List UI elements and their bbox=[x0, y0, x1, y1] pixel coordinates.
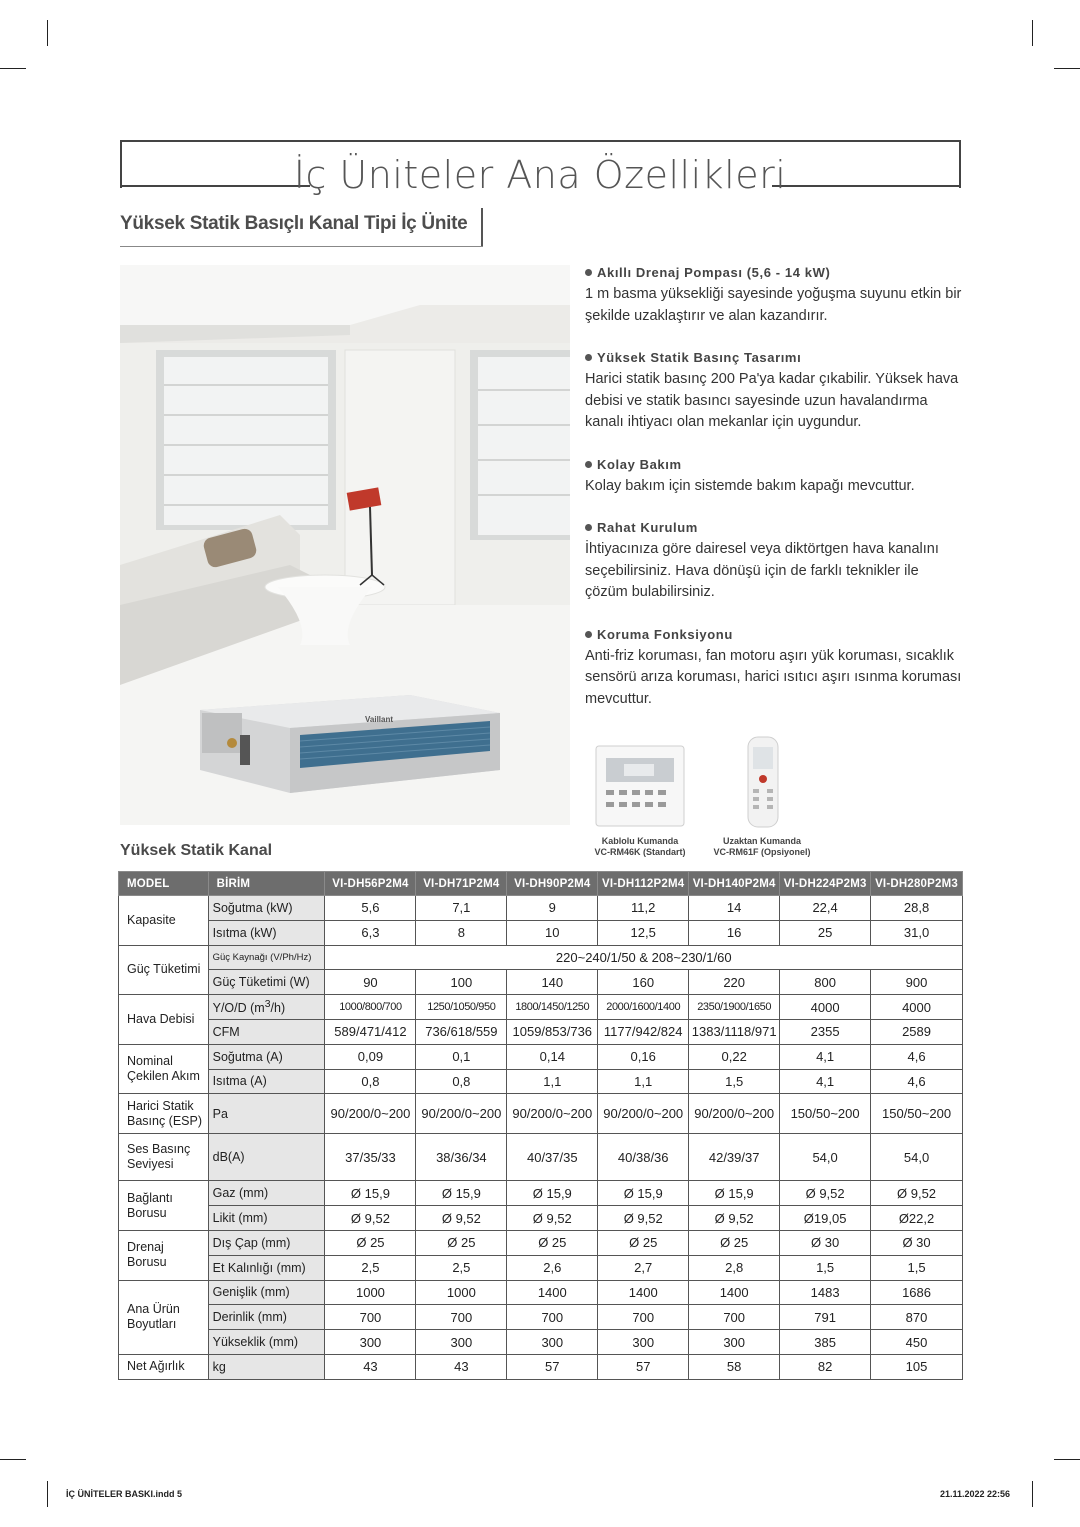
crop-mark bbox=[0, 68, 26, 69]
table-cell: 4,6 bbox=[871, 1044, 963, 1069]
table-cell: 0,22 bbox=[689, 1044, 780, 1069]
bullet-icon bbox=[585, 269, 592, 276]
table-cell: 82 bbox=[780, 1354, 871, 1379]
remote-controller-image bbox=[738, 735, 788, 830]
header-model-name: VI-DH224P2M3 bbox=[780, 872, 871, 896]
table-cell: 0,16 bbox=[598, 1044, 689, 1069]
table-cell: Ø 15,9 bbox=[416, 1181, 507, 1206]
feature-item bbox=[585, 517, 965, 604]
row-group-label: Ana Ürün Boyutları bbox=[119, 1280, 209, 1354]
footer-date: 21.11.2022 22:56 bbox=[940, 1489, 1011, 1499]
header-model-name: VI-DH280P2M3 bbox=[871, 872, 963, 896]
table-cell: 1400 bbox=[689, 1280, 780, 1305]
table-cell: 2,5 bbox=[416, 1255, 507, 1280]
table-cell: 589/471/412 bbox=[325, 1019, 416, 1044]
table-cell: Ø 25 bbox=[598, 1230, 689, 1255]
crop-mark bbox=[1032, 1481, 1033, 1507]
table-cell: 10 bbox=[507, 920, 598, 945]
room-photo bbox=[120, 265, 570, 825]
table-row bbox=[119, 995, 963, 1020]
unit-brand-label: Vaillant bbox=[365, 715, 394, 724]
table-cell: Ø 15,9 bbox=[598, 1181, 689, 1206]
table-cell: 0,8 bbox=[416, 1069, 507, 1094]
table-cell: Ø 9,52 bbox=[416, 1206, 507, 1231]
table-row bbox=[119, 1019, 963, 1044]
row-unit: Derinlik (mm) bbox=[208, 1305, 325, 1330]
table-cell: 700 bbox=[598, 1305, 689, 1330]
table-cell: 90/200/0~200 bbox=[689, 1094, 780, 1134]
header-model-name: VI-DH90P2M4 bbox=[507, 872, 598, 896]
feature-title: Rahat Kurulum bbox=[597, 520, 698, 535]
table-cell: 7,1 bbox=[416, 896, 507, 921]
table-cell: 14 bbox=[689, 896, 780, 921]
table-row bbox=[119, 1181, 963, 1206]
header-model: MODEL bbox=[119, 872, 209, 896]
row-unit: Yükseklik (mm) bbox=[208, 1330, 325, 1355]
feature-title: Akıllı Drenaj Pompası (5,6 - 14 kW) bbox=[597, 265, 831, 280]
crop-mark bbox=[47, 20, 48, 46]
table-cell: 736/618/559 bbox=[416, 1019, 507, 1044]
table-cell: 43 bbox=[325, 1354, 416, 1379]
row-group-label: Hava Debisi bbox=[119, 995, 209, 1045]
row-unit: CFM bbox=[208, 1019, 325, 1044]
table-cell: 1400 bbox=[598, 1280, 689, 1305]
row-group-label: Drenaj Borusu bbox=[119, 1230, 209, 1280]
table-cell: 2000/1600/1400 bbox=[598, 995, 689, 1020]
remote-controller-caption: Uzaktan Kumanda VC-RM61F (Opsiyonel) bbox=[713, 836, 811, 857]
header-model-name: VI-DH112P2M4 bbox=[598, 872, 689, 896]
table-row bbox=[119, 896, 963, 921]
header-model-name: VI-DH140P2M4 bbox=[689, 872, 780, 896]
table-cell: 1250/1050/950 bbox=[416, 995, 507, 1020]
table-cell: 800 bbox=[780, 970, 871, 995]
table-cell: Ø 9,52 bbox=[325, 1206, 416, 1231]
table-cell: Ø 25 bbox=[416, 1230, 507, 1255]
table-cell: 791 bbox=[780, 1305, 871, 1330]
table-cell: 1177/942/824 bbox=[598, 1019, 689, 1044]
table-cell: 1,1 bbox=[598, 1069, 689, 1094]
table-cell: Ø 15,9 bbox=[325, 1181, 416, 1206]
table-cell: 160 bbox=[598, 970, 689, 995]
table-cell: Ø 30 bbox=[780, 1230, 871, 1255]
row-group-label: Kapasite bbox=[119, 896, 209, 946]
table-cell: 11,2 bbox=[598, 896, 689, 921]
feature-body: Harici statik basınç 200 Pa'ya kadar çıkabilir. Yüksek hava debisi ve statik basıncı sayesinde uzun havalandırma kanalı ihtiyacı olan mekanlar için uygundur. bbox=[585, 371, 959, 430]
table-cell: Ø 9,52 bbox=[871, 1181, 963, 1206]
feature-item bbox=[585, 347, 965, 434]
table-cell: Ø 25 bbox=[689, 1230, 780, 1255]
table-cell: 57 bbox=[598, 1354, 689, 1379]
table-cell: 16 bbox=[689, 920, 780, 945]
table-cell: 300 bbox=[598, 1330, 689, 1355]
table-cell: Ø 9,52 bbox=[780, 1181, 871, 1206]
feature-body: İhtiyacınıza göre dairesel veya diktörtgen hava kanalını seçebilirsiniz. Hava dönüşü için de farklı teknikler ile çözüm bulabilirsiniz. bbox=[585, 541, 939, 600]
table-cell: 1483 bbox=[780, 1280, 871, 1305]
table-cell: 1,5 bbox=[689, 1069, 780, 1094]
row-unit: Pa bbox=[208, 1094, 325, 1134]
table-cell: 1059/853/736 bbox=[507, 1019, 598, 1044]
feature-body: 1 m basma yüksekliği sayesinde yoğuşma suyunu etkin bir şekilde uzaklaştırır ve alan kazandırır. bbox=[585, 286, 962, 324]
table-cell: 1000 bbox=[325, 1280, 416, 1305]
table-cell: 5,6 bbox=[325, 896, 416, 921]
table-cell: 1383/1118/971 bbox=[689, 1019, 780, 1044]
table-cell: 220~240/1/50 & 208~230/1/60 bbox=[325, 945, 963, 970]
feature-title: Yüksek Statik Basınç Tasarımı bbox=[597, 350, 802, 365]
table-cell: 150/50~200 bbox=[871, 1094, 963, 1134]
crop-mark bbox=[1032, 20, 1033, 46]
table-cell: Ø 25 bbox=[325, 1230, 416, 1255]
table-cell: 4000 bbox=[871, 995, 963, 1020]
row-unit: Isıtma (A) bbox=[208, 1069, 325, 1094]
table-row bbox=[119, 1305, 963, 1330]
table-row bbox=[119, 1134, 963, 1181]
table-cell: 220 bbox=[689, 970, 780, 995]
page-title: İç Üniteler Ana Özellikleri bbox=[293, 153, 787, 197]
table-cell: 1400 bbox=[507, 1280, 598, 1305]
table-row bbox=[119, 945, 963, 970]
row-group-label: Ses Basınç Seviyesi bbox=[119, 1134, 209, 1181]
table-row bbox=[119, 1330, 963, 1355]
table-row bbox=[119, 1206, 963, 1231]
table-cell: 0,8 bbox=[325, 1069, 416, 1094]
table-cell: Ø 30 bbox=[871, 1230, 963, 1255]
table-cell: 90/200/0~200 bbox=[507, 1094, 598, 1134]
row-unit: Et Kalınlığı (mm) bbox=[208, 1255, 325, 1280]
table-row bbox=[119, 1044, 963, 1069]
table-cell: 57 bbox=[507, 1354, 598, 1379]
bullet-icon bbox=[585, 631, 592, 638]
table-cell: 40/38/36 bbox=[598, 1134, 689, 1181]
table-row bbox=[119, 1354, 963, 1379]
table-cell: 1686 bbox=[871, 1280, 963, 1305]
table-row bbox=[119, 970, 963, 995]
subtitle-rule bbox=[120, 246, 483, 247]
row-unit: Likit (mm) bbox=[208, 1206, 325, 1231]
feature-body: Anti-friz koruması, fan motoru aşırı yük koruması, sıcaklık sensörü arıza koruması, harici ısıtıcı aşırı ısınma koruması mevcuttur. bbox=[585, 647, 962, 707]
row-unit: Güç Kaynağı (V/Ph/Hz) bbox=[208, 945, 325, 970]
table-cell: 1800/1450/1250 bbox=[507, 995, 598, 1020]
table-title: Yüksek Statik Kanal bbox=[120, 842, 273, 859]
table-cell: 2355 bbox=[780, 1019, 871, 1044]
table-cell: 9 bbox=[507, 896, 598, 921]
row-unit: Soğutma (kW) bbox=[208, 896, 325, 921]
row-group-label: Güç Tüketimi bbox=[119, 945, 209, 995]
table-cell: 1,5 bbox=[871, 1255, 963, 1280]
table-cell: 450 bbox=[871, 1330, 963, 1355]
table-cell: Ø 9,52 bbox=[598, 1206, 689, 1231]
table-cell: 4,1 bbox=[780, 1069, 871, 1094]
table-cell: 90/200/0~200 bbox=[598, 1094, 689, 1134]
table-cell: 300 bbox=[416, 1330, 507, 1355]
table-cell: 31,0 bbox=[871, 920, 963, 945]
table-cell: 100 bbox=[416, 970, 507, 995]
row-unit: Soğutma (A) bbox=[208, 1044, 325, 1069]
table-cell: Ø 9,52 bbox=[507, 1206, 598, 1231]
section-subtitle: Yüksek Statik Basıçlı Kanal Tipi İç Ünite bbox=[120, 213, 468, 234]
table-cell: Ø 9,52 bbox=[689, 1206, 780, 1231]
table-cell: 58 bbox=[689, 1354, 780, 1379]
table-cell: 1,5 bbox=[780, 1255, 871, 1280]
table-cell: 2,6 bbox=[507, 1255, 598, 1280]
table-cell: 150/50~200 bbox=[780, 1094, 871, 1134]
row-unit: Y/O/D $(m^3/h)$ bbox=[208, 995, 325, 1020]
table-cell: 12,5 bbox=[598, 920, 689, 945]
row-unit: kg bbox=[208, 1354, 325, 1379]
table-cell: 1000 bbox=[416, 1280, 507, 1305]
table-cell: 90/200/0~200 bbox=[325, 1094, 416, 1134]
room-illustration bbox=[120, 265, 570, 825]
table-cell: 4,1 bbox=[780, 1044, 871, 1069]
table-cell: 2,8 bbox=[689, 1255, 780, 1280]
table-cell: 38/36/34 bbox=[416, 1134, 507, 1181]
table-cell: 4,6 bbox=[871, 1069, 963, 1094]
bullet-icon bbox=[585, 524, 592, 531]
feature-item bbox=[585, 262, 965, 327]
table-cell: 54,0 bbox=[871, 1134, 963, 1181]
crop-mark bbox=[47, 1481, 48, 1507]
row-unit: dB(A) bbox=[208, 1134, 325, 1181]
table-cell: 140 bbox=[507, 970, 598, 995]
table-cell: Ø 25 bbox=[507, 1230, 598, 1255]
table-row bbox=[119, 920, 963, 945]
feature-title: Koruma Fonksiyonu bbox=[597, 626, 733, 642]
table-row bbox=[119, 1069, 963, 1094]
table-cell: 28,8 bbox=[871, 896, 963, 921]
table-cell: 1,1 bbox=[507, 1069, 598, 1094]
table-cell: 0,14 bbox=[507, 1044, 598, 1069]
table-cell: 42/39/37 bbox=[689, 1134, 780, 1181]
bullet-icon bbox=[585, 461, 592, 468]
spec-table bbox=[118, 871, 963, 1380]
table-cell: 25 bbox=[780, 920, 871, 945]
row-group-label: Bağlantı Borusu bbox=[119, 1181, 209, 1231]
table-cell: 870 bbox=[871, 1305, 963, 1330]
table-cell: 8 bbox=[416, 920, 507, 945]
table-row bbox=[119, 1280, 963, 1305]
table-cell: 900 bbox=[871, 970, 963, 995]
table-cell: 2350/1900/1650 bbox=[689, 995, 780, 1020]
table-cell: 300 bbox=[507, 1330, 598, 1355]
crop-mark bbox=[1054, 68, 1080, 69]
table-cell: 300 bbox=[325, 1330, 416, 1355]
table-cell: Ø19,05 bbox=[780, 1206, 871, 1231]
table-cell: 105 bbox=[871, 1354, 963, 1379]
table-row bbox=[119, 1255, 963, 1280]
table-cell: 2,7 bbox=[598, 1255, 689, 1280]
bullet-icon bbox=[585, 354, 592, 361]
table-cell: 43 bbox=[416, 1354, 507, 1379]
feature-item bbox=[585, 454, 965, 498]
table-cell: 700 bbox=[416, 1305, 507, 1330]
table-cell: 1000/800/700 bbox=[325, 995, 416, 1020]
features-list bbox=[585, 262, 965, 730]
table-cell: 0,09 bbox=[325, 1044, 416, 1069]
table-cell: 0,1 bbox=[416, 1044, 507, 1069]
table-cell: Ø 15,9 bbox=[689, 1181, 780, 1206]
row-unit: Isıtma (kW) bbox=[208, 920, 325, 945]
feature-title: Kolay Bakım bbox=[597, 456, 682, 472]
table-cell: 385 bbox=[780, 1330, 871, 1355]
table-row bbox=[119, 1230, 963, 1255]
table-cell: 2589 bbox=[871, 1019, 963, 1044]
table-cell: 54,0 bbox=[780, 1134, 871, 1181]
table-cell: 40/37/35 bbox=[507, 1134, 598, 1181]
row-unit: Güç Tüketimi (W) bbox=[208, 970, 325, 995]
wired-controller-image bbox=[590, 742, 690, 830]
feature-body: Kolay bakım için sistemde bakım kapağı mevcuttur. bbox=[585, 477, 915, 494]
table-cell: 22,4 bbox=[780, 896, 871, 921]
table-cell: 700 bbox=[689, 1305, 780, 1330]
table-row bbox=[119, 1094, 963, 1134]
table-cell: Ø 15,9 bbox=[507, 1181, 598, 1206]
row-unit: Dış Çap (mm) bbox=[208, 1230, 325, 1255]
row-unit: Gaz (mm) bbox=[208, 1181, 325, 1206]
table-cell: 6,3 bbox=[325, 920, 416, 945]
table-header-row bbox=[119, 872, 963, 896]
table-cell: 2,5 bbox=[325, 1255, 416, 1280]
table-cell: Ø22,2 bbox=[871, 1206, 963, 1231]
header-unit: BİRİM bbox=[208, 872, 325, 896]
table-cell: 700 bbox=[325, 1305, 416, 1330]
header-model-name: VI-DH56P2M4 bbox=[325, 872, 416, 896]
crop-mark bbox=[0, 1459, 26, 1460]
feature-item bbox=[585, 624, 965, 711]
table-cell: 4000 bbox=[780, 995, 871, 1020]
table-cell: 700 bbox=[507, 1305, 598, 1330]
crop-mark bbox=[1054, 1459, 1080, 1460]
row-group-label: Harici Statik Basınç (ESP) bbox=[119, 1094, 209, 1134]
row-group-label: Nominal Çekilen Akım bbox=[119, 1044, 209, 1094]
row-unit: Genişlik (mm) bbox=[208, 1280, 325, 1305]
table-cell: 90 bbox=[325, 970, 416, 995]
footer-file: İÇ ÜNİTELER BASKI.indd 5 bbox=[66, 1489, 183, 1499]
table-cell: 37/35/33 bbox=[325, 1134, 416, 1181]
header-model-name: VI-DH71P2M4 bbox=[416, 872, 507, 896]
table-cell: 90/200/0~200 bbox=[416, 1094, 507, 1134]
row-group-label: Net Ağırlık bbox=[119, 1354, 209, 1379]
wired-controller-caption: Kablolu Kumanda VC-RM46K (Standart) bbox=[594, 836, 686, 857]
table-cell: 300 bbox=[689, 1330, 780, 1355]
subtitle-bar bbox=[481, 208, 483, 246]
